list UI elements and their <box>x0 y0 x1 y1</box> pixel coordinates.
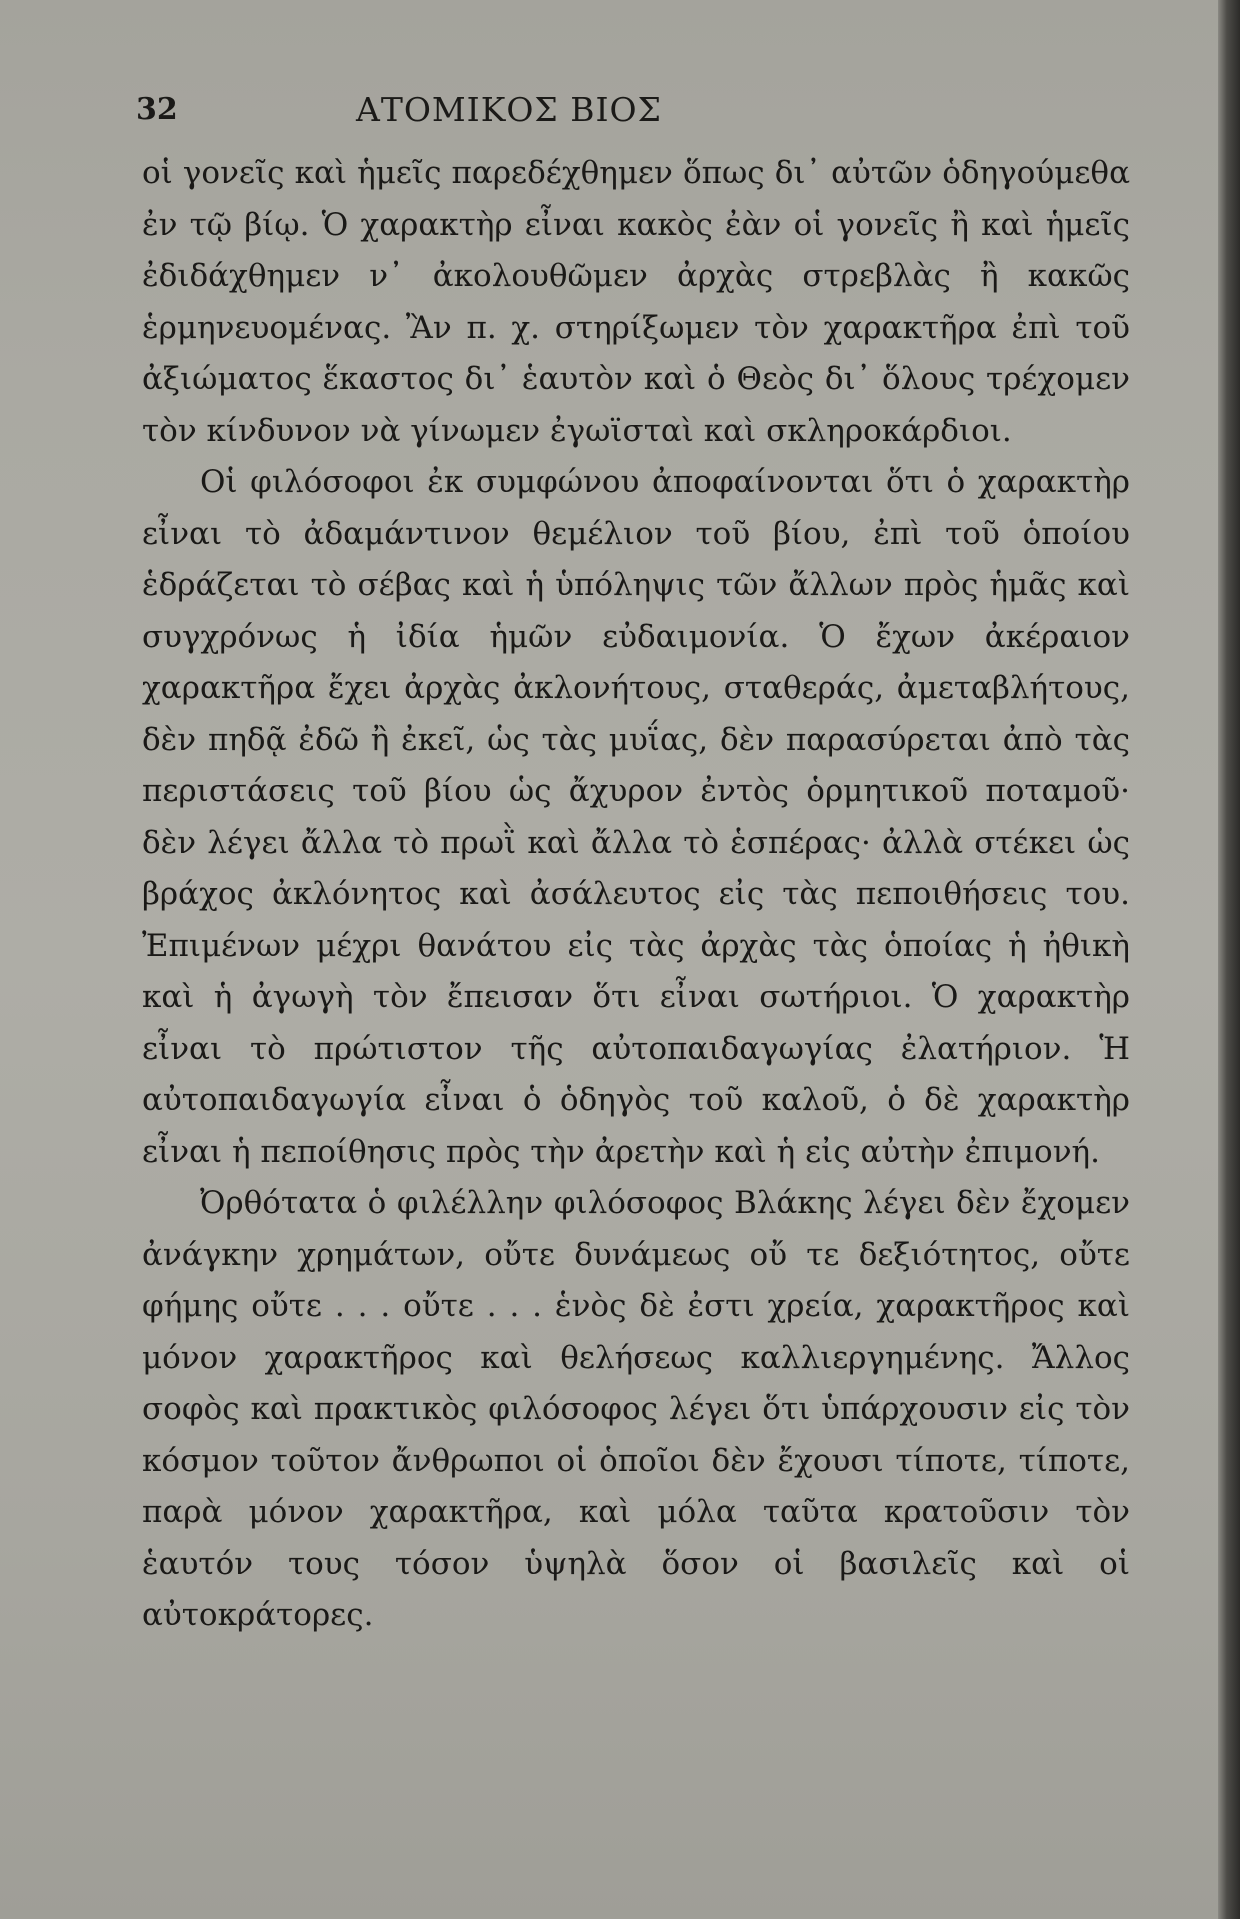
page-edge-shadow <box>1218 0 1240 1919</box>
paragraph-1: οἱ γονεῖς καὶ ἡμεῖς παρεδέχθημεν ὅπως δι᾽ αὐτῶν ὁδηγούμεθα ἐν τῷ βίῳ. Ὁ χαρακτὴρ εἶναι κακὸς ἐὰν οἱ γονεῖς ἢ καὶ ἡμεῖς ἐδιδάχθημεν ν᾽ ἀκολουθῶμεν ἀρχὰς στρεβλὰς ἢ κακῶς ἑρμηνευομένας. Ἂν π. χ. στηρίξωμεν τὸν χαρακτῆρα ἐπὶ τοῦ ἀξιώματος ἕκαστος δι᾽ ἑαυτὸν καὶ ὁ Θεὸς δι᾽ ὅλους τρέχομεν τὸν κίνδυνον νὰ γίνωμεν ἐγωϊσταὶ καὶ σκληροκάρδιοι. <box>142 155 1130 449</box>
page-header <box>136 88 1136 138</box>
paragraph-2: Οἱ φιλόσοφοι ἐκ συμφώνου ἀποφαίνονται ὅτι ὁ χαρακτὴρ εἶναι τὸ ἀδαμάντινον θεμέλιον τοῦ βίου, ἐπὶ τοῦ ὁποίου ἑδράζεται τὸ σέβας καὶ ἡ ὑπόληψις τῶν ἄλλων πρὸς ἡμᾶς καὶ συγχρόνως ἡ ἰδία ἡμῶν εὐδαιμονία. Ὁ ἔχων ἀκέραιον χαρακτῆρα ἔχει ἀρχὰς ἀκλονήτους, σταθεράς, ἀμεταβλήτους, δὲν πηδᾷ ἐδῶ ἢ ἐκεῖ, ὡς τὰς μυΐας, δὲν παρασύρεται ἀπὸ τὰς περιστάσεις τοῦ βίου ὡς ἄχυρον ἐντὸς ὁρμητικοῦ ποταμοῦ· δὲν λέγει ἄλλα τὸ πρωῒ καὶ ἄλλα τὸ ἑσπέρας· ἀλλὰ στέκει ὡς βράχος ἀκλόνητος καὶ ἀσάλευτος εἰς τὰς πεποιθήσεις του. Ἐπιμένων μέχρι θανάτου εἰς τὰς ἀρχὰς τὰς ὁποίας ἡ ἠθικὴ καὶ ἡ ἀγωγὴ τὸν ἔπεισαν ὅτι εἶναι σωτήριοι. Ὁ χαρακτὴρ εἶναι τὸ πρώτιστον τῆς αὐτοπαιδαγωγίας ἐλατήριον. Ἡ αὐτοπαιδαγωγία εἶναι ὁ ὁδηγὸς τοῦ καλοῦ, ὁ δὲ χαρακτὴρ εἶναι ἡ πεποίθησις πρὸς τὴν ἀρετὴν καὶ ἡ εἰς αὐτὴν ἐπιμονή. <box>142 464 1130 1170</box>
running-title: ΑΤΟΜΙΚΟΣ ΒΙΟΣ <box>356 90 662 129</box>
body-text <box>142 148 1130 1642</box>
page-number: 32 <box>136 92 178 127</box>
paragraph-3: Ὀρθότατα ὁ φιλέλλην φιλόσοφος Βλάκης λέγει δὲν ἔχομεν ἀνάγκην χρημάτων, οὔτε δυνάμεως οὔ τε δεξιότητος, οὔτε φήμης οὔτε . . . οὔτε . . . ἑνὸς δὲ ἐστι χρεία, χαρακτῆρος καὶ μόνον χαρακτῆρος καὶ θελήσεως καλλιεργημένης. Ἄλλος σοφὸς καὶ πρακτικὸς φιλόσοφος λέγει ὅτι ὑπάρχουσιν εἰς τὸν κόσμον τοῦτον ἄνθρωποι οἱ ὁποῖοι δὲν ἔχουσι τίποτε, τίποτε, παρὰ μόνον χαρακτῆρα, καὶ μόλα ταῦτα κρατοῦσιν τὸν ἑαυτόν τους τόσον ὑψηλὰ ὅσον οἱ βασιλεῖς καὶ οἱ αὐτοκράτορες. <box>142 1185 1130 1633</box>
